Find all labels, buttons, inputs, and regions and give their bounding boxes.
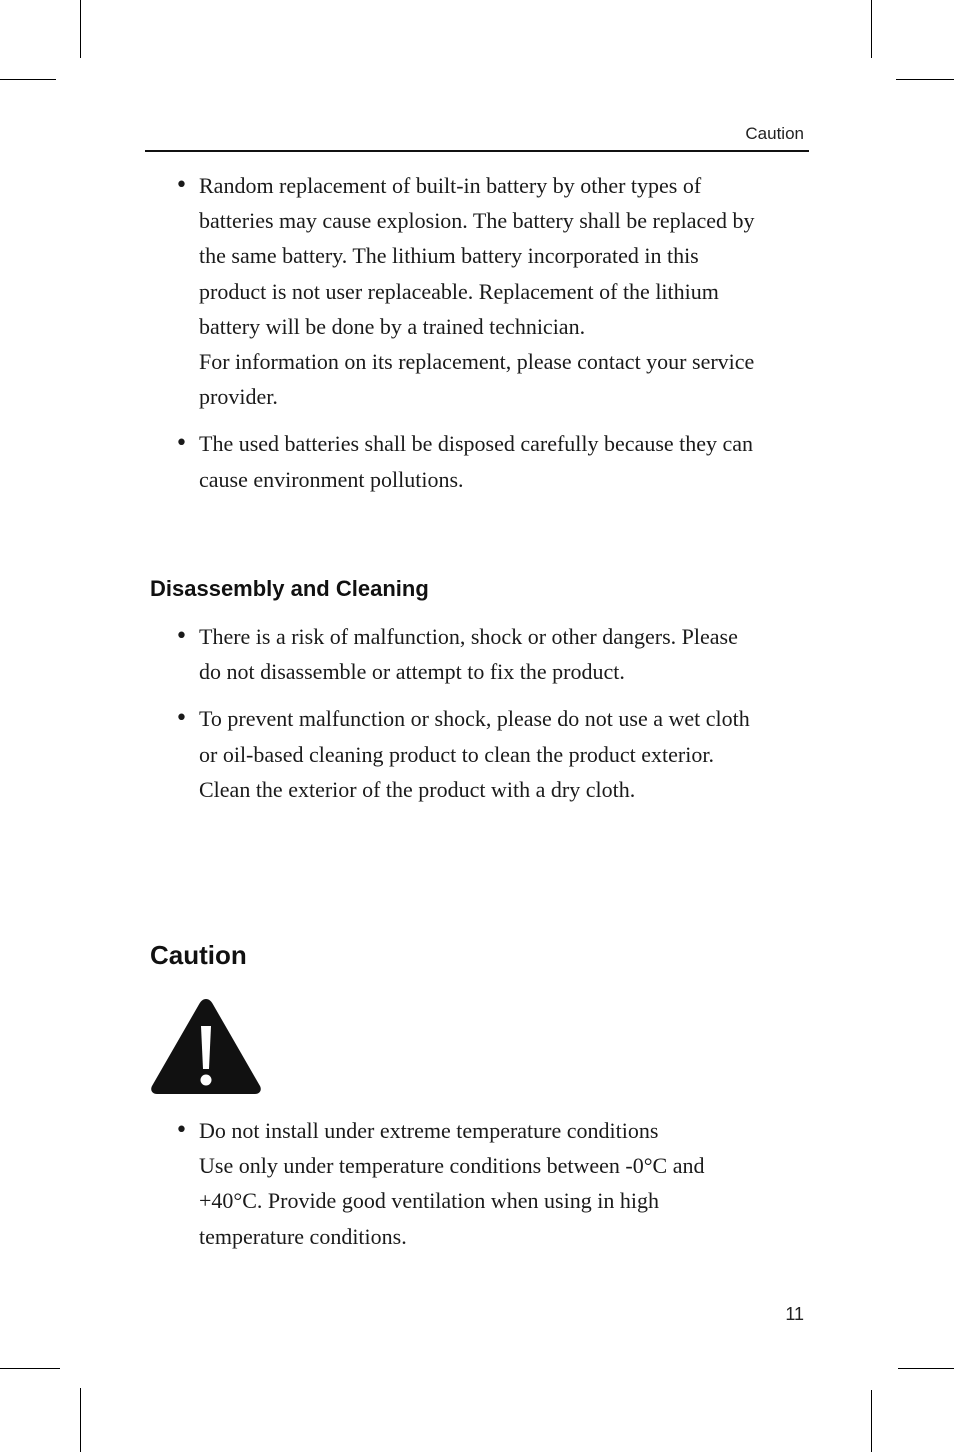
- text-line: temperature conditions.: [199, 1223, 407, 1249]
- text-line: product is not user replaceable. Replacement of the lithium: [199, 278, 719, 304]
- list-item: [175, 168, 795, 414]
- text-line: The used batteries shall be disposed carefully because they can: [199, 431, 754, 457]
- crop-mark: [898, 1368, 954, 1369]
- bullet-icon: •: [175, 624, 188, 649]
- text-line: do not disassemble or attempt to fix the product.: [199, 659, 625, 685]
- crop-mark: [80, 1388, 81, 1452]
- text-line: +40°C. Provide good ventilation when using in high: [199, 1188, 659, 1214]
- text-line: batteries may cause explosion. The battery shall be replaced by: [199, 208, 755, 234]
- text-line: cause environment pollutions.: [199, 466, 464, 492]
- crop-mark: [896, 79, 954, 80]
- text-line: battery will be done by a trained technician.: [199, 313, 586, 339]
- disassembly-bullet-list: [175, 619, 795, 819]
- section-heading-disassembly: Disassembly and Cleaning: [150, 576, 429, 601]
- text-line: Do not install under extreme temperature conditions: [199, 1118, 659, 1143]
- section-heading-caution: Caution: [150, 940, 247, 970]
- bullet-icon: •: [175, 706, 188, 732]
- list-item: [175, 1113, 795, 1254]
- list-item: [175, 426, 795, 496]
- text-line: To prevent malfunction or shock, please do not use a wet cloth: [199, 706, 750, 732]
- text-line: For information on its replacement, please contact your service: [199, 349, 755, 375]
- text-line: the same battery. The lithium battery incorporated in this: [199, 243, 699, 269]
- text-line: provider.: [199, 384, 278, 410]
- bullet-icon: •: [175, 173, 188, 198]
- warning-triangle-icon: [148, 996, 264, 1096]
- bullet-icon: •: [175, 1118, 188, 1143]
- text-line: Random replacement of built-in battery by other types of: [199, 173, 702, 198]
- bullet-icon: •: [175, 431, 188, 457]
- crop-mark: [80, 0, 81, 58]
- text-line: or oil-based cleaning product to clean the product exterior.: [199, 741, 714, 767]
- list-item: [175, 701, 795, 807]
- list-item: [175, 619, 795, 689]
- text-line: Use only under temperature conditions between -0°C and: [199, 1153, 705, 1179]
- crop-mark: [871, 0, 872, 58]
- running-header: Caution: [745, 124, 804, 143]
- text-line: There is a risk of malfunction, shock or other dangers. Please: [199, 624, 738, 649]
- battery-bullet-list: [175, 168, 795, 509]
- header-rule: [145, 150, 809, 152]
- page-number: 11: [785, 1304, 804, 1324]
- crop-mark: [0, 79, 56, 80]
- caution-bullet-list: [175, 1113, 795, 1266]
- crop-mark: [0, 1368, 60, 1369]
- crop-mark: [871, 1390, 872, 1452]
- text-line: Clean the exterior of the product with a dry cloth.: [199, 776, 636, 802]
